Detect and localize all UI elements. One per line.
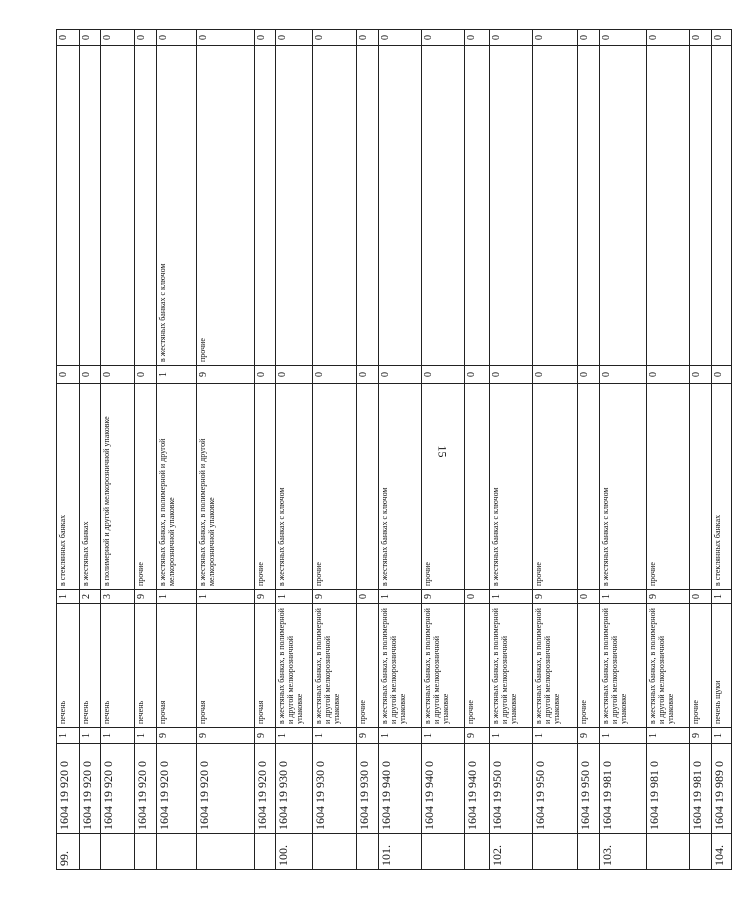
subcode-digit-3-cell: 0 xyxy=(57,366,80,384)
subcode-digit-4-cell: 0 xyxy=(578,30,600,46)
subcode-digit-4-cell: 0 xyxy=(276,30,313,46)
table-row xyxy=(465,30,490,870)
subcode-digit-4-cell: 0 xyxy=(422,30,465,46)
subcategory-2-cell xyxy=(690,384,712,590)
table-row xyxy=(600,30,647,870)
subcategory-1-cell: печень xyxy=(80,604,101,728)
subcode-digit-3-cell: 0 xyxy=(490,366,533,384)
subcode-digit-1-cell: 9 xyxy=(357,728,379,744)
rotated-table-frame xyxy=(56,30,726,870)
subcode-digit-4-cell: 0 xyxy=(647,30,690,46)
table-row xyxy=(80,30,101,870)
subcode-digit-4-cell: 0 xyxy=(357,30,379,46)
subcode-digit-3-cell: 0 xyxy=(533,366,578,384)
subcode-digit-4-cell: 0 xyxy=(313,30,357,46)
subcategory-1-cell: прочие xyxy=(690,604,712,728)
subcode-digit-2-cell: 1 xyxy=(157,590,197,604)
subcode-digit-2-cell: 1 xyxy=(490,590,533,604)
subcategory-3-cell xyxy=(533,46,578,366)
subcode-digit-3-cell: 0 xyxy=(276,366,313,384)
commodity-code-cell: 1604 19 950 0 xyxy=(533,744,578,834)
row-number-cell: 99. xyxy=(57,834,80,870)
subcategory-1-cell: в жестяных банках, в полимерной и другой мелкорозничной упаковке xyxy=(647,604,690,728)
commodity-code-cell: 1604 19 950 0 xyxy=(490,744,533,834)
subcategory-1-cell: прочая xyxy=(255,604,276,728)
table-row xyxy=(313,30,357,870)
subcode-digit-4-cell: 0 xyxy=(690,30,712,46)
subcode-digit-2-cell: 1 xyxy=(276,590,313,604)
subcategory-1-cell: печень xyxy=(135,604,157,728)
classification-table xyxy=(56,29,732,870)
row-number-cell xyxy=(157,834,197,870)
commodity-code-cell: 1604 19 981 0 xyxy=(647,744,690,834)
subcategory-2-cell: в жестяных банках с ключом xyxy=(600,384,647,590)
subcategory-3-cell xyxy=(600,46,647,366)
subcategory-1-cell: прочие xyxy=(578,604,600,728)
subcategory-3-cell xyxy=(647,46,690,366)
subcode-digit-1-cell: 1 xyxy=(313,728,357,744)
table-container xyxy=(56,30,726,870)
subcode-digit-1-cell: 9 xyxy=(157,728,197,744)
subcategory-3-cell xyxy=(357,46,379,366)
subcategory-2-cell: в жестяных банках с ключом xyxy=(379,384,422,590)
subcategory-2-cell: в жестяных банках, в полимерной и другой мелкорозничной упаковке xyxy=(197,384,255,590)
subcategory-3-cell xyxy=(313,46,357,366)
subcode-digit-3-cell: 0 xyxy=(422,366,465,384)
subcategory-1-cell: в жестяных банках, в полимерной и другой мелкорозничной упаковке xyxy=(422,604,465,728)
table-row xyxy=(57,30,80,870)
subcategory-1-cell: в жестяных банках, в полимерной и другой мелкорозничной упаковке xyxy=(379,604,422,728)
row-number-cell: 101. xyxy=(379,834,422,870)
subcategory-1-cell: прочие xyxy=(357,604,379,728)
table-row xyxy=(135,30,157,870)
row-number-cell xyxy=(533,834,578,870)
subcategory-2-cell xyxy=(578,384,600,590)
subcode-digit-3-cell: 0 xyxy=(647,366,690,384)
subcode-digit-2-cell: 0 xyxy=(690,590,712,604)
subcategory-3-cell xyxy=(57,46,80,366)
subcode-digit-1-cell: 9 xyxy=(197,728,255,744)
subcategory-1-cell: печень щуки xyxy=(712,604,732,728)
table-row xyxy=(712,30,732,870)
subcategory-2-cell: прочие xyxy=(647,384,690,590)
subcategory-3-cell xyxy=(276,46,313,366)
subcategory-1-cell: прочая xyxy=(197,604,255,728)
subcategory-2-cell: в жестяных банках с ключом xyxy=(490,384,533,590)
subcode-digit-4-cell: 0 xyxy=(712,30,732,46)
subcode-digit-3-cell: 0 xyxy=(101,366,135,384)
row-number-cell xyxy=(197,834,255,870)
subcode-digit-3-cell: 0 xyxy=(379,366,422,384)
subcode-digit-3-cell: 0 xyxy=(255,366,276,384)
subcategory-1-cell: в жестяных банках, в полимерной и другой мелкорозничной упаковке xyxy=(600,604,647,728)
row-number-cell xyxy=(255,834,276,870)
subcode-digit-1-cell: 1 xyxy=(276,728,313,744)
subcategory-1-cell: печень xyxy=(57,604,80,728)
page-number: 15 xyxy=(435,445,450,458)
table-row xyxy=(647,30,690,870)
subcategory-1-cell: прочие xyxy=(465,604,490,728)
subcode-digit-1-cell: 9 xyxy=(578,728,600,744)
row-number-cell: 102. xyxy=(490,834,533,870)
row-number-cell xyxy=(647,834,690,870)
subcode-digit-2-cell: 2 xyxy=(80,590,101,604)
table-row xyxy=(690,30,712,870)
subcode-digit-4-cell: 0 xyxy=(465,30,490,46)
subcategory-2-cell: в полимерной и другой мелкорозничной упаковке xyxy=(101,384,135,590)
subcode-digit-1-cell: 1 xyxy=(379,728,422,744)
subcategory-1-cell: в жестяных банках, в полимерной и другой мелкорозничной упаковке xyxy=(276,604,313,728)
subcode-digit-2-cell: 1 xyxy=(712,590,732,604)
subcode-digit-4-cell: 0 xyxy=(255,30,276,46)
subcategory-3-cell xyxy=(490,46,533,366)
subcategory-2-cell: прочие xyxy=(135,384,157,590)
subcode-digit-2-cell: 0 xyxy=(465,590,490,604)
subcode-digit-1-cell: 1 xyxy=(101,728,135,744)
subcode-digit-4-cell: 0 xyxy=(197,30,255,46)
subcode-digit-4-cell: 0 xyxy=(57,30,80,46)
commodity-code-cell: 1604 19 981 0 xyxy=(690,744,712,834)
commodity-code-cell: 1604 19 920 0 xyxy=(255,744,276,834)
commodity-code-cell: 1604 19 940 0 xyxy=(465,744,490,834)
subcategory-3-cell xyxy=(578,46,600,366)
subcode-digit-3-cell: 0 xyxy=(712,366,732,384)
subcode-digit-2-cell: 9 xyxy=(422,590,465,604)
subcode-digit-2-cell: 1 xyxy=(379,590,422,604)
commodity-code-cell: 1604 19 920 0 xyxy=(157,744,197,834)
subcategory-3-cell xyxy=(135,46,157,366)
subcode-digit-2-cell: 9 xyxy=(135,590,157,604)
table-row xyxy=(197,30,255,870)
subcode-digit-1-cell: 1 xyxy=(712,728,732,744)
subcategory-1-cell: прочая xyxy=(157,604,197,728)
commodity-code-cell: 1604 19 930 0 xyxy=(357,744,379,834)
subcode-digit-1-cell: 9 xyxy=(690,728,712,744)
row-number-cell xyxy=(578,834,600,870)
commodity-code-cell: 1604 19 920 0 xyxy=(197,744,255,834)
commodity-code-cell: 1604 19 920 0 xyxy=(135,744,157,834)
subcategory-3-cell xyxy=(422,46,465,366)
subcode-digit-2-cell: 1 xyxy=(600,590,647,604)
subcode-digit-2-cell: 0 xyxy=(357,590,379,604)
commodity-code-cell: 1604 19 930 0 xyxy=(313,744,357,834)
subcategory-2-cell: прочие xyxy=(422,384,465,590)
subcode-digit-4-cell: 0 xyxy=(490,30,533,46)
row-number-cell xyxy=(357,834,379,870)
commodity-code-cell: 1604 19 981 0 xyxy=(600,744,647,834)
subcode-digit-1-cell: 1 xyxy=(57,728,80,744)
subcategory-3-cell xyxy=(379,46,422,366)
subcode-digit-2-cell: 1 xyxy=(197,590,255,604)
subcode-digit-3-cell: 0 xyxy=(313,366,357,384)
subcode-digit-1-cell: 1 xyxy=(600,728,647,744)
subcode-digit-3-cell: 0 xyxy=(465,366,490,384)
commodity-code-cell: 1604 19 920 0 xyxy=(101,744,135,834)
commodity-code-cell: 1604 19 920 0 xyxy=(57,744,80,834)
commodity-code-cell: 1604 19 930 0 xyxy=(276,744,313,834)
table-row xyxy=(157,30,197,870)
commodity-code-cell: 1604 19 940 0 xyxy=(379,744,422,834)
table-row xyxy=(533,30,578,870)
subcode-digit-3-cell: 0 xyxy=(135,366,157,384)
subcode-digit-4-cell: 0 xyxy=(135,30,157,46)
subcode-digit-4-cell: 0 xyxy=(600,30,647,46)
subcode-digit-2-cell: 9 xyxy=(533,590,578,604)
subcode-digit-4-cell: 0 xyxy=(533,30,578,46)
subcode-digit-2-cell: 0 xyxy=(578,590,600,604)
subcategory-2-cell: в жестяных банках с ключом xyxy=(276,384,313,590)
subcategory-3-cell xyxy=(690,46,712,366)
subcode-digit-2-cell: 1 xyxy=(57,590,80,604)
subcode-digit-4-cell: 0 xyxy=(80,30,101,46)
subcode-digit-1-cell: 1 xyxy=(80,728,101,744)
subcategory-3-cell xyxy=(255,46,276,366)
table-row xyxy=(422,30,465,870)
subcode-digit-1-cell: 1 xyxy=(533,728,578,744)
row-number-cell: 104. xyxy=(712,834,732,870)
subcategory-3-cell: в жестяных банках с ключом xyxy=(157,46,197,366)
subcategory-3-cell xyxy=(80,46,101,366)
subcode-digit-3-cell: 0 xyxy=(80,366,101,384)
subcategory-3-cell xyxy=(712,46,732,366)
table-row xyxy=(255,30,276,870)
subcode-digit-3-cell: 0 xyxy=(690,366,712,384)
row-number-cell xyxy=(313,834,357,870)
row-number-cell xyxy=(690,834,712,870)
subcategory-2-cell: в жестяных банках xyxy=(80,384,101,590)
subcode-digit-1-cell: 1 xyxy=(647,728,690,744)
subcode-digit-3-cell: 0 xyxy=(600,366,647,384)
row-number-cell xyxy=(135,834,157,870)
subcategory-2-cell: прочие xyxy=(533,384,578,590)
subcategory-1-cell: в жестяных банках, в полимерной и другой мелкорозничной упаковке xyxy=(313,604,357,728)
row-number-cell xyxy=(422,834,465,870)
subcategory-2-cell: в стеклянных банках xyxy=(57,384,80,590)
subcode-digit-1-cell: 9 xyxy=(255,728,276,744)
subcode-digit-1-cell: 1 xyxy=(490,728,533,744)
subcategory-1-cell: печень xyxy=(101,604,135,728)
subcode-digit-1-cell: 1 xyxy=(422,728,465,744)
commodity-code-cell: 1604 19 950 0 xyxy=(578,744,600,834)
subcategory-2-cell: в жестяных банках, в полимерной и другой мелкорозничной упаковке xyxy=(157,384,197,590)
subcode-digit-3-cell: 9 xyxy=(197,366,255,384)
table-row xyxy=(101,30,135,870)
subcategory-2-cell xyxy=(357,384,379,590)
subcategory-2-cell: в стеклянных банках xyxy=(712,384,732,590)
row-number-cell xyxy=(101,834,135,870)
subcategory-2-cell: прочие xyxy=(255,384,276,590)
row-number-cell: 103. xyxy=(600,834,647,870)
subcategory-3-cell: прочие xyxy=(197,46,255,366)
table-row xyxy=(578,30,600,870)
subcode-digit-3-cell: 0 xyxy=(578,366,600,384)
subcode-digit-2-cell: 9 xyxy=(647,590,690,604)
table-row xyxy=(379,30,422,870)
subcategory-2-cell: прочие xyxy=(313,384,357,590)
subcode-digit-2-cell: 9 xyxy=(255,590,276,604)
commodity-code-cell: 1604 19 989 0 xyxy=(712,744,732,834)
subcategory-1-cell: в жестяных банках, в полимерной и другой мелкорозничной упаковке xyxy=(533,604,578,728)
subcategory-3-cell xyxy=(101,46,135,366)
table-row xyxy=(357,30,379,870)
row-number-cell xyxy=(80,834,101,870)
subcode-digit-2-cell: 9 xyxy=(313,590,357,604)
subcode-digit-2-cell: 3 xyxy=(101,590,135,604)
subcode-digit-1-cell: 1 xyxy=(135,728,157,744)
subcategory-1-cell: в жестяных банках, в полимерной и другой мелкорозничной упаковке xyxy=(490,604,533,728)
subcategory-3-cell xyxy=(465,46,490,366)
table-row xyxy=(490,30,533,870)
subcode-digit-1-cell: 9 xyxy=(465,728,490,744)
commodity-code-cell: 1604 19 920 0 xyxy=(80,744,101,834)
row-number-cell xyxy=(465,834,490,870)
subcode-digit-4-cell: 0 xyxy=(157,30,197,46)
subcategory-2-cell xyxy=(465,384,490,590)
subcode-digit-3-cell: 1 xyxy=(157,366,197,384)
commodity-code-cell: 1604 19 940 0 xyxy=(422,744,465,834)
table-row xyxy=(276,30,313,870)
row-number-cell: 100. xyxy=(276,834,313,870)
subcode-digit-4-cell: 0 xyxy=(101,30,135,46)
subcode-digit-4-cell: 0 xyxy=(379,30,422,46)
subcode-digit-3-cell: 0 xyxy=(357,366,379,384)
